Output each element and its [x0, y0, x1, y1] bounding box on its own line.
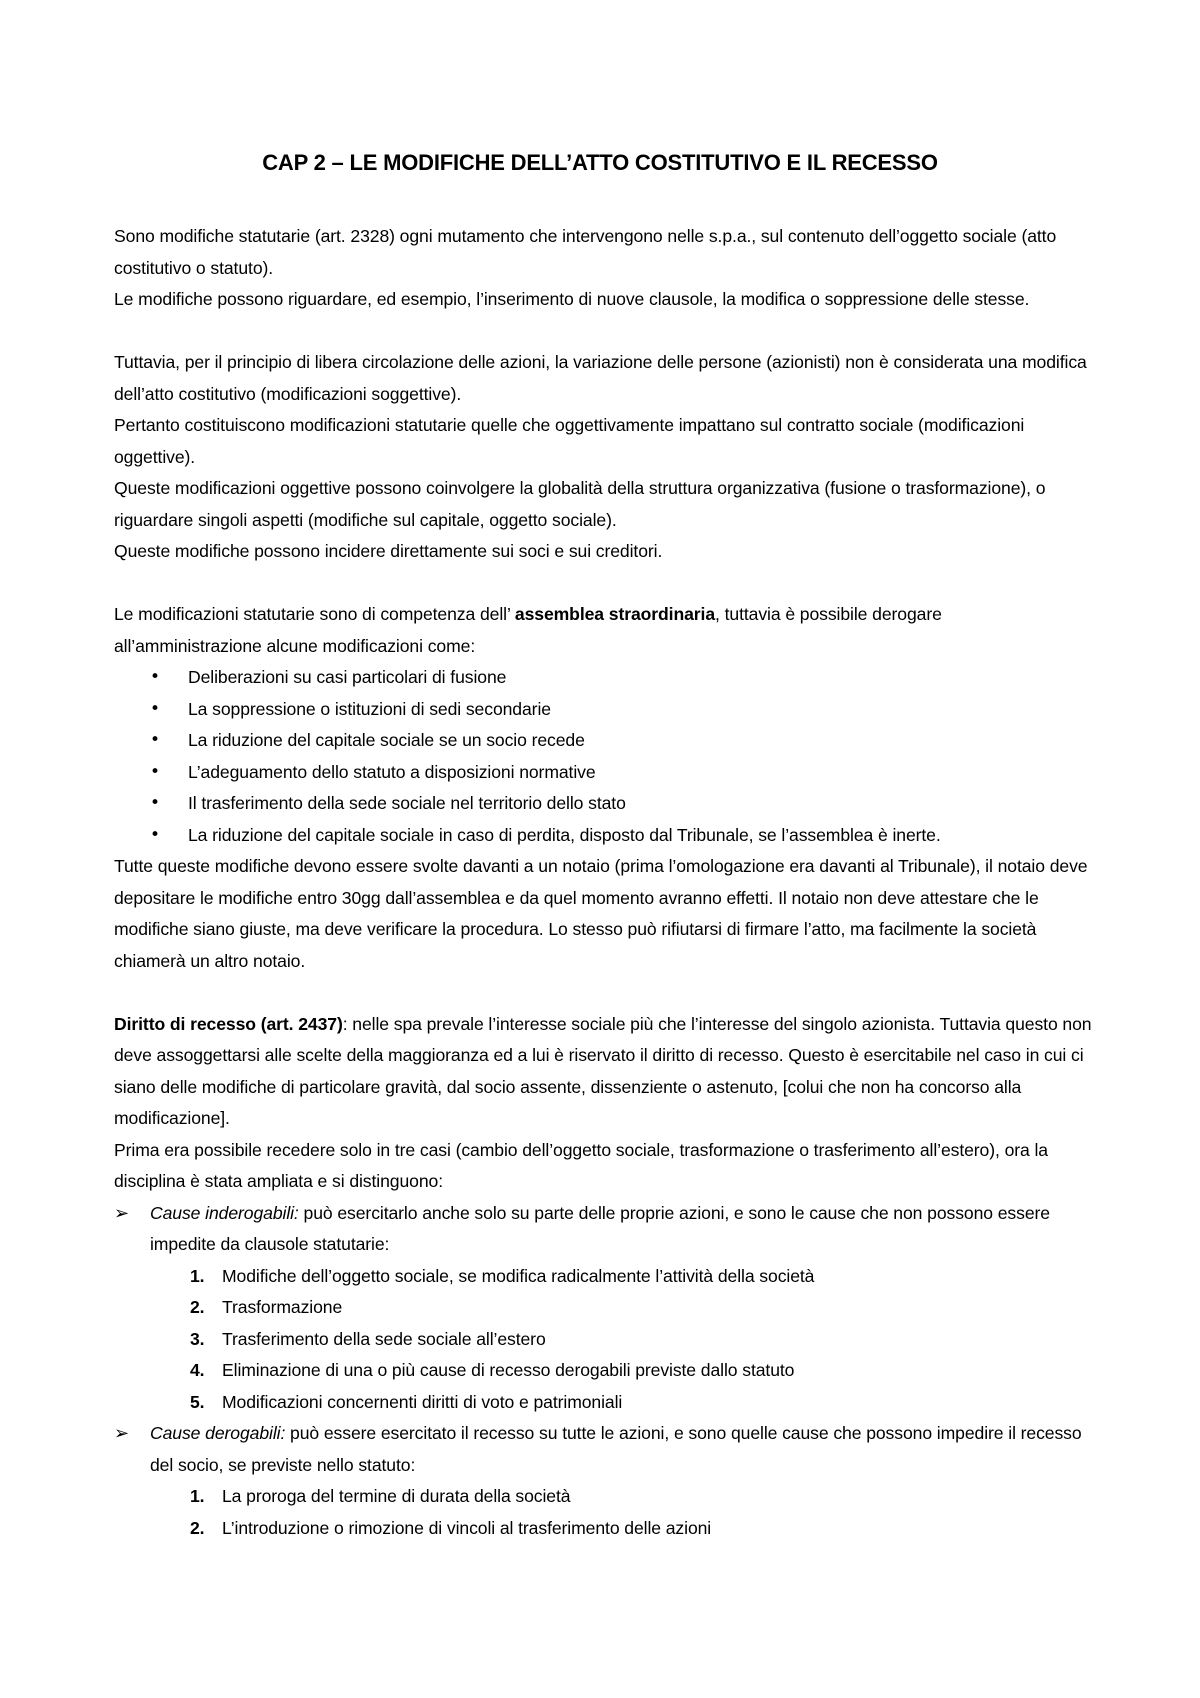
list-item: • La soppressione o istituzioni di sedi secondarie — [114, 694, 1094, 726]
list-number: 1. — [190, 1265, 205, 1286]
list-number: 1. — [190, 1486, 205, 1506]
list-item — [150, 1513, 1094, 1545]
list-item — [150, 1481, 1094, 1513]
list-number: 4. — [190, 1360, 205, 1380]
paragraph: Sono modifiche statutarie (art. 2328) ogni mutamento che intervengono nelle s.p.a., sul contenuto dell’oggetto sociale (atto costitutivo o statuto). — [114, 226, 1057, 278]
paragraph: Queste modifiche possono incidere direttamente sui soci e sui creditori. — [114, 541, 663, 561]
list-item: • La riduzione del capitale sociale se un socio recede — [114, 725, 1094, 757]
list-number: 2. — [190, 1517, 205, 1538]
page-title: CAP 2 – LE MODIFICHE DELL’ATTO COSTITUTIVO E IL RECESSO — [262, 150, 938, 175]
text-run: può esercitarlo anche solo su parte delle proprie azioni, e sono le cause che non possono essere impedite da clausole statutarie: — [150, 1202, 1050, 1254]
list-item-text: Eliminazione di una o più cause di recesso derogabili previste dallo statuto — [222, 1360, 795, 1380]
italic-term: Cause inderogabili: — [150, 1202, 299, 1223]
list-item — [114, 1418, 1094, 1544]
arrow-bullet-icon: ➢ — [114, 1423, 129, 1444]
list-number: 3. — [190, 1328, 205, 1349]
text-run: : nelle spa prevale l’interesse sociale più che l’interesse del singolo azionista. Tuttavia questo non deve assoggettarsi alle scelte della maggioranza ed a lui è riservato il diritto di recesso. Questo è esercitabile nel caso in cui ci siano delle modifiche di particolare gravità, dal socio assente, dissenziente o astenuto, [colui che non ha concorso alla modificazione]. — [114, 1013, 1092, 1128]
document-body — [114, 221, 1094, 1544]
paragraph: Le modifiche possono riguardare, ed esempio, l’inserimento di nuove clausole, la modifica o soppressione delle stesse. — [114, 289, 1030, 309]
arrow-bullet-icon: ➢ — [114, 1202, 129, 1224]
section-heading: Diritto di recesso (art. 2437) — [114, 1013, 343, 1034]
text-run: , tuttavia è possibile derogare all’amministrazione alcune modificazioni come: — [114, 604, 942, 656]
text-run: può essere esercitato il recesso su tutte le azioni, e sono quelle cause che possono impedire il recesso del socio, se previste nello statuto: — [150, 1423, 1082, 1475]
paragraph: Queste modificazioni oggettive possono coinvolgere la globalità della struttura organizzativa (fusione o trasformazione), o riguardare singoli aspetti (modifiche sul capitale, oggetto sociale). — [114, 478, 1046, 530]
list-number: 2. — [190, 1297, 205, 1317]
list-item — [150, 1261, 1094, 1293]
bullet-list — [114, 662, 1094, 851]
list-item: • L’adeguamento dello statuto a disposizioni normative — [114, 757, 1094, 789]
list-item: • La riduzione del capitale sociale in caso di perdita, disposto dal Tribunale, se l’assemblea è inerte. — [114, 820, 1094, 852]
paragraph — [114, 1009, 1094, 1135]
list-item-text: Trasferimento della sede sociale all’estero — [222, 1328, 546, 1349]
list-item — [150, 1324, 1094, 1356]
list-item — [114, 1198, 1094, 1419]
paragraph: Prima era possibile recedere solo in tre casi (cambio dell’oggetto sociale, trasformazione o trasferimento all’estero), ora la disciplina è stata ampliata e si distinguono: — [114, 1139, 1048, 1191]
paragraph: Pertanto costituiscono modificazioni statutarie quelle che oggettivamente impattano sul contratto sociale (modificazioni oggettive). — [114, 415, 1025, 467]
paragraph: Tutte queste modifiche devono essere svolte davanti a un notaio (prima l’omologazione era davanti al Tribunale), il notaio deve depositare le modifiche entro 30gg dall’assemblea e da quel momento avranno effetti. Il notaio non deve attestare che le modifiche siano giuste, ma deve verificare la procedura. Lo stesso può rifiutarsi di firmare l’atto, ma facilmente la società chiamerà un altro notaio. — [114, 856, 1088, 971]
text-run: Le modificazioni statutarie sono di competenza dell’ — [114, 604, 515, 624]
paragraph — [114, 599, 1094, 662]
list-item: • Deliberazioni su casi particolari di fusione — [114, 662, 1094, 694]
list-item-text: Modificazioni concernenti diritti di voto e patrimoniali — [222, 1391, 623, 1412]
list-item — [150, 1355, 1094, 1387]
paragraph-gap — [114, 568, 1094, 600]
numbered-list — [150, 1261, 1094, 1419]
list-item: • Il trasferimento della sede sociale nel territorio dello stato — [114, 788, 1094, 820]
list-item — [150, 1292, 1094, 1324]
list-item-text: La proroga del termine di durata della società — [222, 1486, 571, 1506]
paragraph: Tuttavia, per il principio di libera circolazione delle azioni, la variazione delle persone (azionisti) non è considerata una modifica dell’atto costitutivo (modificazioni soggettive). — [114, 352, 1087, 404]
bold-term: assemblea straordinaria — [514, 604, 716, 624]
list-item-text: L’introduzione o rimozione di vincoli al trasferimento delle azioni — [222, 1517, 712, 1538]
numbered-list — [150, 1481, 1094, 1544]
list-item-text: Modifiche dell’oggetto sociale, se modifica radicalmente l’attività della società — [222, 1265, 815, 1286]
list-number: 5. — [190, 1391, 205, 1412]
paragraph-gap — [114, 977, 1094, 1009]
list-item — [150, 1387, 1094, 1419]
list-item-text: Trasformazione — [222, 1297, 343, 1317]
italic-term: Cause derogabili: — [150, 1423, 286, 1443]
paragraph-gap — [114, 316, 1094, 348]
arrow-list — [114, 1198, 1094, 1545]
